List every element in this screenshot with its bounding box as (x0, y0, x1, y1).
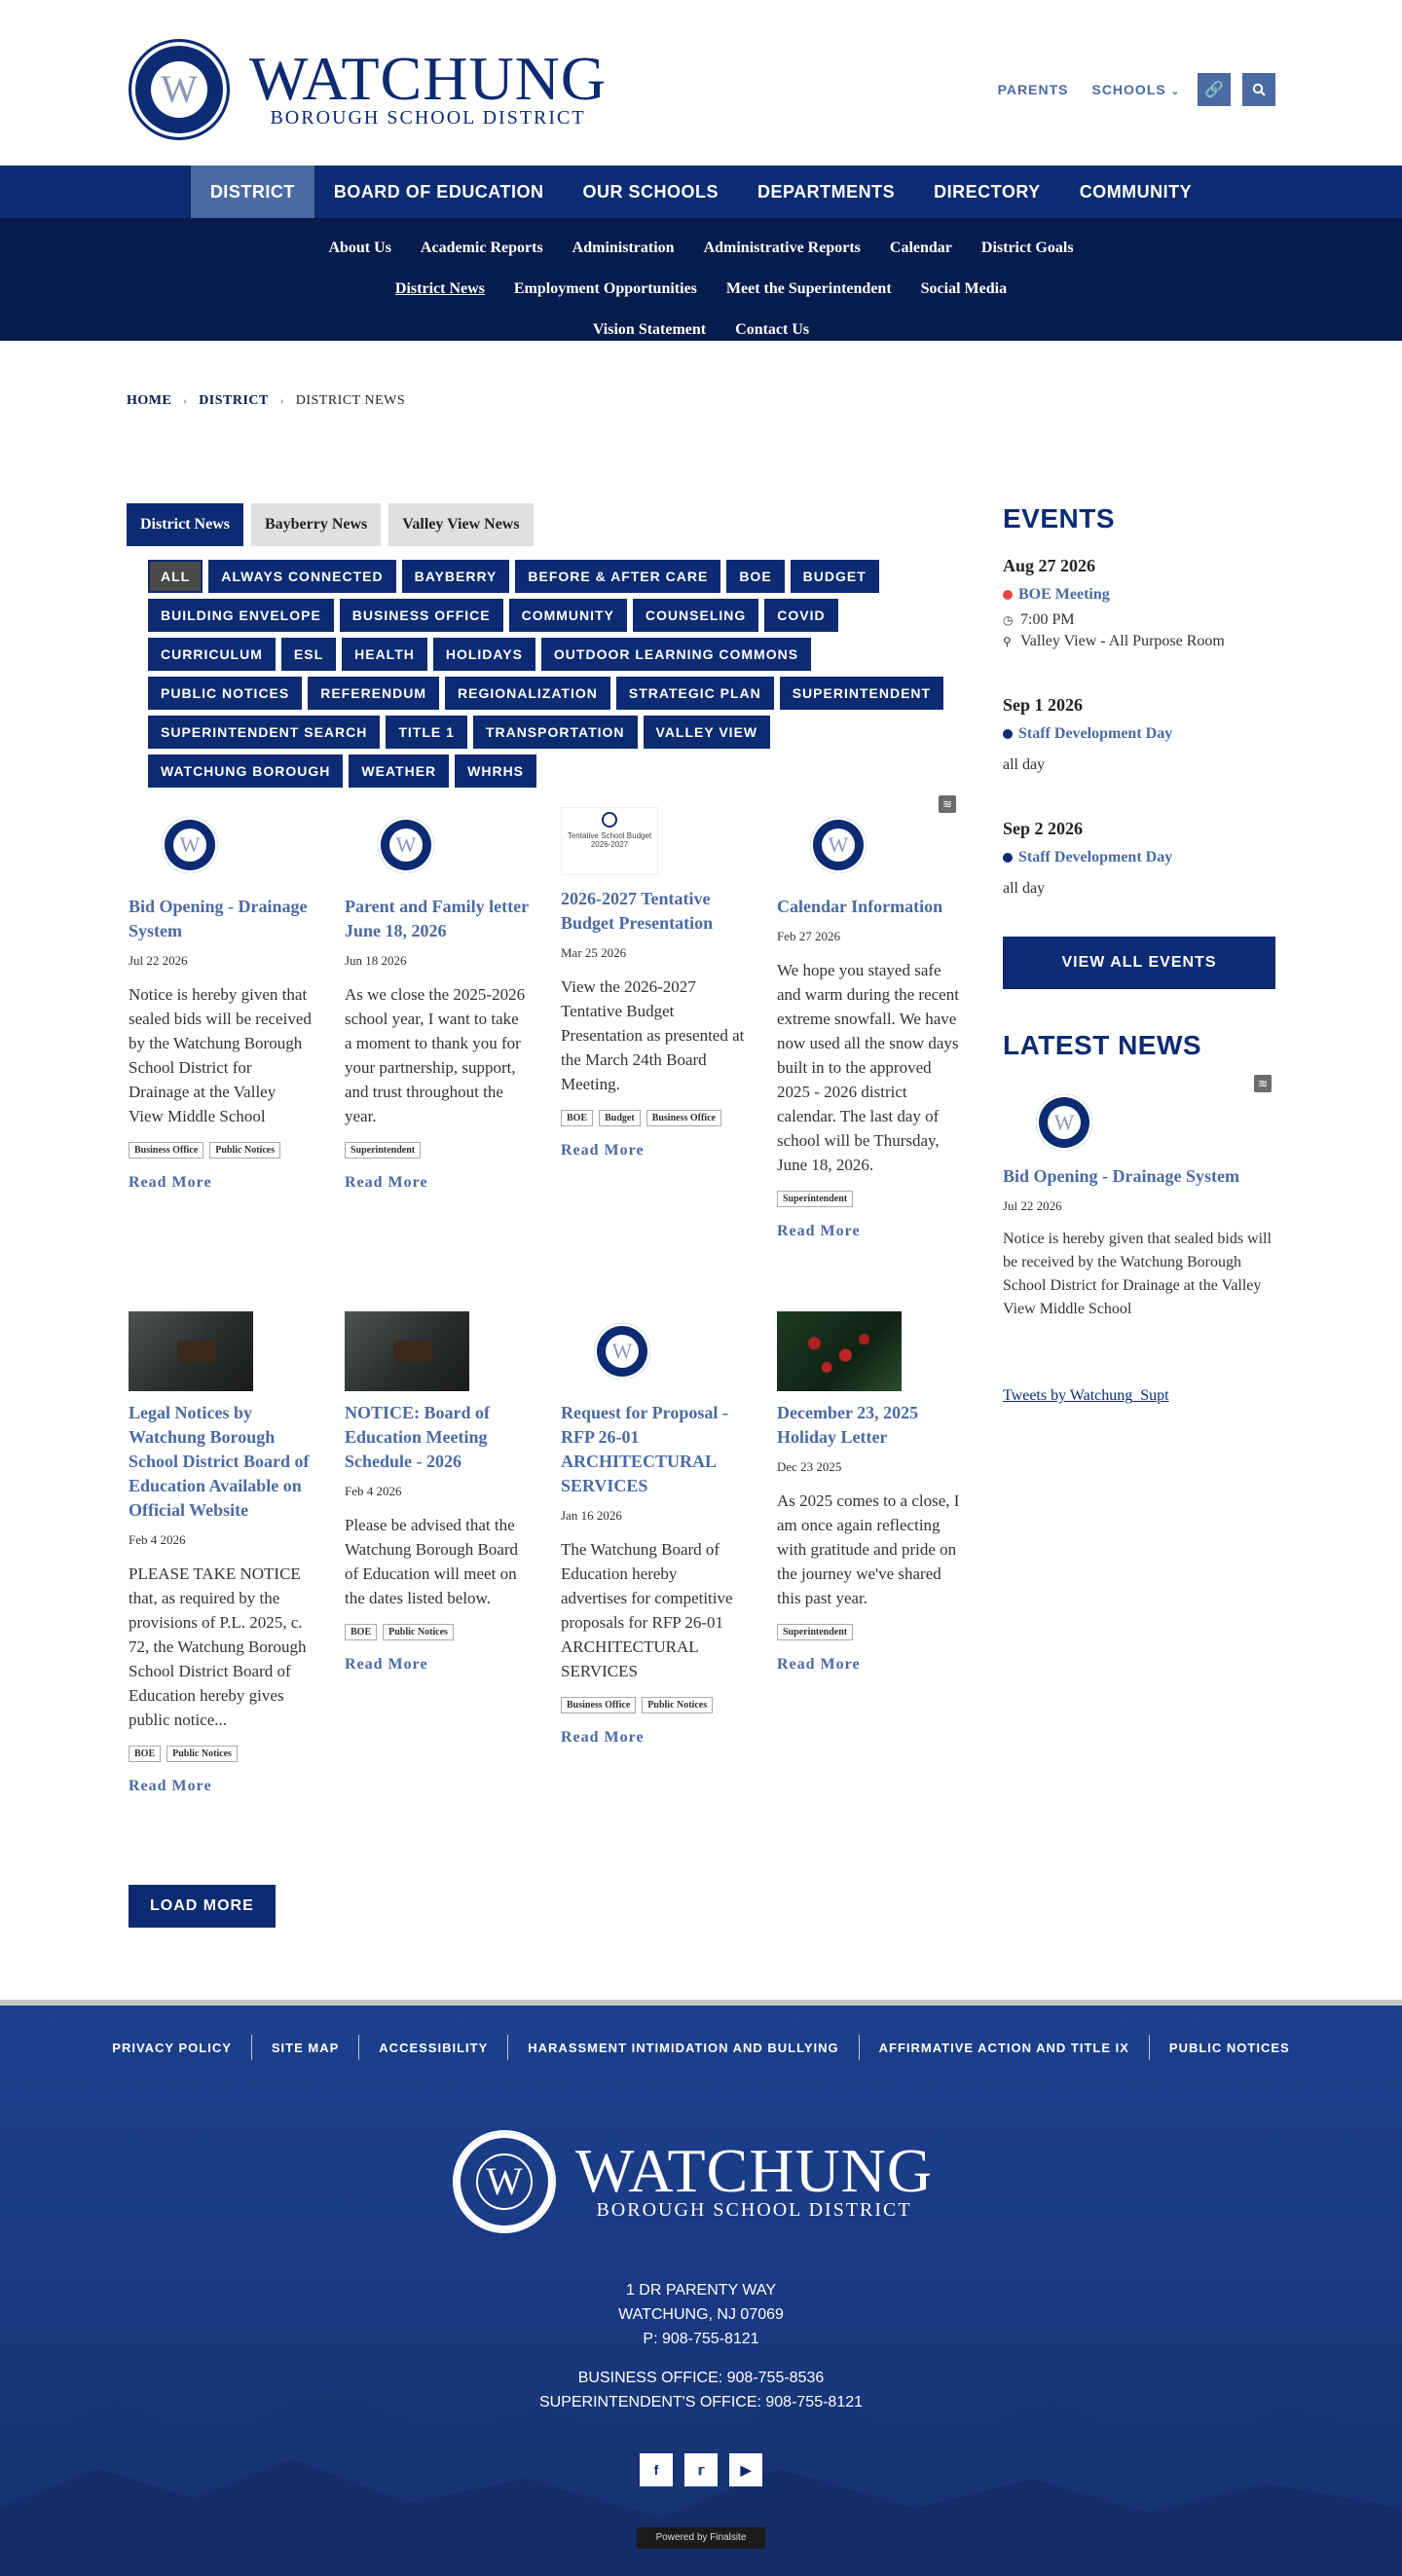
subnav-calendar[interactable]: Calendar (889, 239, 952, 256)
sub-nav (0, 218, 1402, 341)
view-all-events-button[interactable]: VIEW ALL EVENTS (1003, 937, 1275, 989)
news-tabs (127, 503, 964, 546)
filter-public-notices[interactable]: PUBLIC NOTICES (148, 677, 302, 710)
subnav-employment[interactable]: Employment Opportunities (513, 280, 697, 297)
tab-bayberry-news[interactable]: Bayberry News (251, 503, 381, 546)
filter-weather[interactable]: WEATHER (349, 754, 449, 788)
news-card-date: Feb 4 2026 (345, 1484, 402, 1498)
tweets-link[interactable]: Tweets by Watchung_Supt (1003, 1387, 1169, 1404)
filter-outdoor-learning-commons[interactable]: OUTDOOR LEARNING COMMONS (541, 638, 811, 671)
subnav-meet-superintendent[interactable]: Meet the Superintendent (725, 280, 892, 297)
filter-watchung-borough[interactable]: WATCHUNG BOROUGH (148, 754, 343, 788)
news-card-summary: We hope you stayed safe and warm during the recent extreme snowfall. We have now used all the snow days built in to the approved 2025 - 2026 district calendar. The last day of school will be Thursday, June 18, 2026. (777, 961, 959, 1174)
news-card (561, 805, 746, 1159)
news-card-title[interactable]: December 23, 2025 Holiday Letter (777, 1403, 919, 1447)
news-section (127, 503, 964, 1794)
clock-icon: ◷ (1003, 612, 1014, 627)
gavel-photo[interactable] (345, 1311, 530, 1391)
filter-health[interactable]: HEALTH (342, 638, 427, 671)
filter-transportation[interactable]: TRANSPORTATION (473, 716, 638, 749)
news-card-tags (561, 1110, 746, 1132)
facebook-icon[interactable]: f (640, 2453, 673, 2486)
tag-badge[interactable]: BOE (129, 1746, 161, 1762)
news-card-summary: View the 2026-2027 Tentative Budget Presentation as presented at the March 24th Board Meeting. (561, 977, 745, 1093)
district-seal-icon[interactable]: W (129, 805, 314, 885)
location-pin-icon: ⚲ (1003, 634, 1012, 648)
tag-badge[interactable]: BOE (345, 1624, 377, 1640)
breadcrumb-home[interactable]: HOME (127, 393, 172, 408)
filter-all[interactable]: ALL (148, 560, 203, 593)
news-card-title[interactable]: 2026-2027 Tentative Budget Presentation (561, 889, 714, 933)
events-heading: EVENTS (1003, 503, 1116, 534)
utility-nav (975, 73, 1275, 106)
news-card-date: Jul 22 2026 (129, 953, 188, 968)
filter-superintendent-search[interactable]: SUPERINTENDENT SEARCH (148, 716, 380, 749)
footer-link-site-map[interactable]: SITE MAP (271, 2040, 340, 2055)
tag-badge[interactable]: Superintendent (777, 1191, 853, 1207)
news-card-date: Jan 16 2026 (561, 1508, 622, 1523)
event-title[interactable]: Staff Development Day (1003, 725, 1275, 743)
nav-district[interactable]: DISTRICT (191, 166, 314, 218)
footer-links (0, 2035, 1402, 2060)
news-card-title[interactable]: Request for Proposal - RFP 26-01 ARCHITECTURAL SERVICES (561, 1403, 728, 1495)
news-card-title[interactable]: Legal Notices by Watchung Borough School District Board of Education Available on Official Website (129, 1403, 310, 1520)
latest-news-date: Jul 22 2026 (1003, 1198, 1062, 1213)
news-card-date: Feb 27 2026 (777, 929, 840, 943)
read-more-link[interactable]: Read More (561, 1142, 645, 1159)
filter-strategic-plan[interactable]: STRATEGIC PLAN (616, 677, 774, 710)
schools-dropdown[interactable]: SCHOOLS ⌄ (1091, 82, 1180, 97)
filter-whrhs[interactable]: WHRHS (455, 754, 536, 788)
news-card-tags (777, 1624, 962, 1646)
load-more-button[interactable]: LOAD MORE (129, 1885, 276, 1928)
district-seal-icon[interactable]: W (561, 1311, 746, 1391)
district-logo[interactable] (129, 39, 607, 140)
nav-board-of-education[interactable]: BOARD OF EDUCATION (333, 182, 544, 202)
footer-link-public-notices[interactable]: PUBLIC NOTICES (1168, 2040, 1290, 2055)
event-item: Sep 1 2026 Staff Development Day all day (1003, 695, 1275, 774)
filter-valley-view[interactable]: VALLEY VIEW (644, 716, 771, 749)
subnav-district-goals[interactable]: District Goals (980, 239, 1074, 256)
news-card-tags (345, 1624, 530, 1646)
news-card (129, 1311, 314, 1795)
news-card-title[interactable]: Parent and Family letter June 18, 2026 (345, 897, 529, 940)
district-seal-icon[interactable]: W (777, 805, 962, 885)
logo-subtitle: BOROUGH SCHOOL DISTRICT (270, 107, 586, 129)
read-more-link[interactable]: Read More (777, 1656, 861, 1673)
nav-departments[interactable]: DEPARTMENTS (757, 182, 896, 202)
nav-community[interactable]: COMMUNITY (1079, 182, 1193, 202)
tag-badge[interactable]: Superintendent (777, 1624, 853, 1640)
tag-badge[interactable]: Superintendent (345, 1142, 421, 1159)
event-title[interactable]: BOE Meeting (1003, 586, 1275, 604)
news-card (777, 805, 962, 1240)
news-card-summary: Notice is hereby given that sealed bids will be received by the Watchung Borough School District for Drainage at the Valley View Middle School (129, 985, 312, 1125)
event-title[interactable]: Staff Development Day (1003, 849, 1275, 866)
chevron-right-icon: › (183, 395, 188, 407)
event-dot-icon (1003, 590, 1013, 600)
district-seal-icon: W (129, 39, 230, 140)
latest-news-title[interactable]: Bid Opening - Drainage System (1003, 1166, 1240, 1186)
news-card (561, 1311, 746, 1747)
footer-link-accessibility[interactable]: ACCESSIBILITY (379, 2040, 489, 2055)
district-seal-icon[interactable]: W (345, 805, 530, 885)
breadcrumb (127, 393, 405, 409)
news-card-tags (345, 1142, 530, 1164)
rss-icon[interactable]: ≋ (939, 795, 956, 813)
news-card-summary: Please be advised that the Watchung Borough Board of Education will meet on the dates listed below. (345, 1516, 519, 1607)
news-card (129, 805, 314, 1192)
subnav-vision-statement[interactable]: Vision Statement (592, 321, 707, 338)
filter-budget[interactable]: BUDGET (791, 560, 879, 593)
read-more-link[interactable]: Read More (561, 1729, 645, 1746)
youtube-icon[interactable]: ▶ (729, 2453, 762, 2486)
tag-badge[interactable]: Business Office (646, 1110, 721, 1126)
link-icon[interactable]: 🔗 (1198, 73, 1231, 106)
tag-badge[interactable]: Budget (599, 1110, 641, 1126)
twitter-icon[interactable]: 𝕣 (684, 2453, 718, 2486)
tag-badge[interactable]: Business Office (561, 1697, 636, 1713)
filter-holidays[interactable]: HOLIDAYS (433, 638, 535, 671)
news-card-summary: The Watchung Board of Education hereby advertises for competitive proposals for RFP 26-01 ARCHITECTURAL SERVICES (561, 1540, 733, 1680)
powered-by-finalsite[interactable]: Powered by Finalsite (637, 2527, 765, 2549)
filter-esl[interactable]: ESL (281, 638, 336, 671)
event-dot-icon (1003, 853, 1013, 863)
filter-covid[interactable]: COVID (764, 599, 837, 632)
category-filters (148, 560, 966, 793)
budget-thumbnail[interactable]: Tentative School Budget 2026-2027 (561, 805, 746, 877)
filter-regionalization[interactable]: REGIONALIZATION (445, 677, 610, 710)
footer-link-privacy-policy[interactable]: PRIVACY POLICY (112, 2040, 232, 2055)
filter-bayberry[interactable]: BAYBERRY (402, 560, 510, 593)
latest-news-heading: LATEST NEWS (1003, 1030, 1202, 1060)
footer-link-affirmative-action-and-title-ix[interactable]: AFFIRMATIVE ACTION AND TITLE IX (878, 2040, 1129, 2055)
chevron-right-icon: › (279, 395, 284, 407)
latest-news-summary: Notice is hereby given that sealed bids will be received by the Watchung Borough School District for Drainage at the Valley View Middle School (1003, 1231, 1272, 1317)
tab-valley-view-news[interactable]: Valley View News (388, 503, 533, 546)
read-more-link[interactable]: Read More (345, 1174, 428, 1191)
breadcrumb-district[interactable]: DISTRICT (199, 393, 269, 408)
news-card-date: Feb 4 2026 (129, 1532, 186, 1547)
tag-badge[interactable]: Public Notices (166, 1746, 238, 1762)
tag-badge[interactable]: Public Notices (642, 1697, 713, 1713)
chevron-down-icon: ⌄ (1170, 87, 1180, 97)
district-seal-icon: W (1036, 1094, 1092, 1151)
news-card-title[interactable]: Calendar Information (777, 897, 943, 916)
main-nav (0, 166, 1402, 218)
event-dot-icon (1003, 729, 1013, 739)
news-card (345, 805, 530, 1192)
tag-badge[interactable]: Public Notices (209, 1142, 280, 1159)
read-more-link[interactable]: Read More (129, 1778, 212, 1794)
filter-counseling[interactable]: COUNSELING (633, 599, 758, 632)
subnav-administration[interactable]: Administration (572, 239, 675, 256)
nav-our-schools[interactable]: OUR SCHOOLS (582, 182, 719, 202)
read-more-link[interactable]: Read More (129, 1174, 212, 1191)
news-card-date: Dec 23 2025 (777, 1459, 842, 1474)
news-card-date: Mar 25 2026 (561, 945, 627, 960)
subnav-social-media[interactable]: Social Media (920, 280, 1008, 297)
news-card-date: Jun 18 2026 (345, 953, 407, 968)
filter-business-office[interactable]: BUSINESS OFFICE (340, 599, 503, 632)
search-icon[interactable] (1242, 73, 1275, 106)
news-card-title[interactable]: NOTICE: Board of Education Meeting Schedule - 2026 (345, 1403, 491, 1471)
tag-badge[interactable]: BOE (561, 1110, 593, 1126)
filter-before-after-care[interactable]: BEFORE & AFTER CARE (515, 560, 720, 593)
site-header (0, 0, 1402, 166)
filter-always-connected[interactable]: ALWAYS CONNECTED (208, 560, 395, 593)
subnav-district-news[interactable]: District News (394, 280, 485, 297)
news-card-tags (561, 1697, 746, 1719)
tag-badge[interactable]: Business Office (129, 1142, 203, 1159)
filter-superintendent[interactable]: SUPERINTENDENT (780, 677, 943, 710)
event-item: Aug 27 2026 BOE Meeting ◷ 7:00 PM ⚲ Valley View - All Purpose Room (1003, 556, 1275, 650)
footer-offices: BUSINESS OFFICE: 908-755-8536 SUPERINTENDENT'S OFFICE: 908-755-8121 (538, 2370, 864, 2410)
sidebar (1003, 503, 1275, 1405)
parents-link[interactable]: PARENTS (997, 82, 1069, 97)
news-card-summary: PLEASE TAKE NOTICE that, as required by the provisions of P.L. 2025, c. 72, the Watchung Borough School District Board of Education hereby gives public notice... (129, 1564, 307, 1729)
tab-district-news[interactable]: District News (127, 503, 243, 546)
logo-title: WATCHUNG (249, 44, 608, 113)
tag-badge[interactable]: Public Notices (383, 1624, 454, 1640)
district-seal-icon: W (453, 2130, 556, 2233)
news-card-title[interactable]: Bid Opening - Drainage System (129, 897, 308, 940)
read-more-link[interactable]: Read More (345, 1656, 428, 1673)
subnav-administrative-reports[interactable]: Administrative Reports (703, 239, 861, 256)
news-card-tags (777, 1191, 962, 1213)
footer-address: 1 DR PARENTY WAY WATCHUNG, NJ 07069 P: 908-755-8121 (618, 2282, 784, 2347)
subnav-contact-us[interactable]: Contact Us (735, 321, 810, 338)
news-card (345, 1311, 530, 1674)
news-card (777, 1311, 962, 1674)
gavel-photo[interactable] (129, 1311, 314, 1391)
filter-building-envelope[interactable]: BUILDING ENVELOPE (148, 599, 334, 632)
footer-link-harassment-intimidation-and-bullying[interactable]: HARASSMENT INTIMIDATION AND BULLYING (528, 2040, 839, 2055)
news-card-tags (129, 1142, 314, 1164)
news-card-tags (129, 1746, 314, 1768)
read-more-link[interactable]: Read More (777, 1223, 861, 1239)
event-item: Sep 2 2026 Staff Development Day all day (1003, 819, 1275, 898)
filter-referendum[interactable]: REFERENDUM (308, 677, 439, 710)
subnav-academic-reports[interactable]: Academic Reports (420, 239, 543, 256)
subnav-about-us[interactable]: About Us (328, 239, 391, 256)
nav-directory[interactable]: DIRECTORY (934, 182, 1041, 202)
filter-community[interactable]: COMMUNITY (509, 599, 627, 632)
holly-photo[interactable] (777, 1311, 962, 1391)
footer-logo[interactable]: W WATCHUNG BOROUGH SCHOOL DISTRICT (453, 2130, 933, 2233)
news-card-summary: As we close the 2025-2026 school year, I want to take a moment to thank you for your partnership, support, and trust throughout the year. (345, 985, 526, 1125)
social-links (0, 2453, 1402, 2486)
filter-curriculum[interactable]: CURRICULUM (148, 638, 276, 671)
filter-boe[interactable]: BOE (726, 560, 784, 593)
rss-icon[interactable]: ≋ (1254, 1075, 1272, 1092)
filter-title-1[interactable]: TITLE 1 (386, 716, 467, 749)
news-card-summary: As 2025 comes to a close, I am once again reflecting with gratitude and pride on the journey we've shared this past year. (777, 1491, 960, 1607)
breadcrumb-current: DISTRICT NEWS (295, 393, 406, 408)
site-footer (0, 2000, 1402, 2576)
